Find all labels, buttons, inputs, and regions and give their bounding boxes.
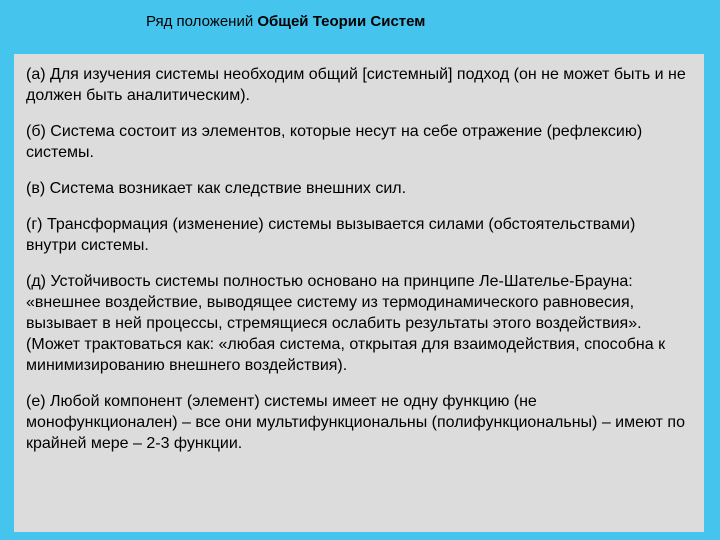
paragraph-d: (д) Устойчивость системы полностью основано на принципе Ле-Шателье-Брауна: «внешнее воздействие, выводящее систему из термодинамического равновесия, вызывает в ней процессы, стремящиеся ослабить результаты этого воздействия». (Может трактоваться как: «любая система, открытая для взаимодействия, способна к минимизированию внешнего воздействия). xyxy=(26,273,666,374)
slide-title xyxy=(146,12,425,32)
paragraph-e: (е) Любой компонент (элемент) системы имеет не одну функцию (не монофункционален) – все они мультифункциональны (полифункциональны) – имеют по крайней мере – 2-3 функции. xyxy=(26,393,685,452)
content-box xyxy=(14,54,704,532)
paragraph-g: (г) Трансформация (изменение) системы вызывается силами (обстоятельствами) внутри системы. xyxy=(26,216,636,254)
paragraph-a: (а) Для изучения системы необходим общий [системный] подход (он не может быть и не должен быть аналитическим). xyxy=(26,66,686,104)
title-prefix: Ряд положений xyxy=(146,13,258,30)
title-bold: Общей Теории Систем xyxy=(257,13,426,30)
paragraph-v: (в) Система возникает как следствие внешних сил. xyxy=(26,180,407,197)
paragraph-b: (б) Система состоит из элементов, которые несут на себе отражение (рефлексию) системы. xyxy=(26,123,643,161)
